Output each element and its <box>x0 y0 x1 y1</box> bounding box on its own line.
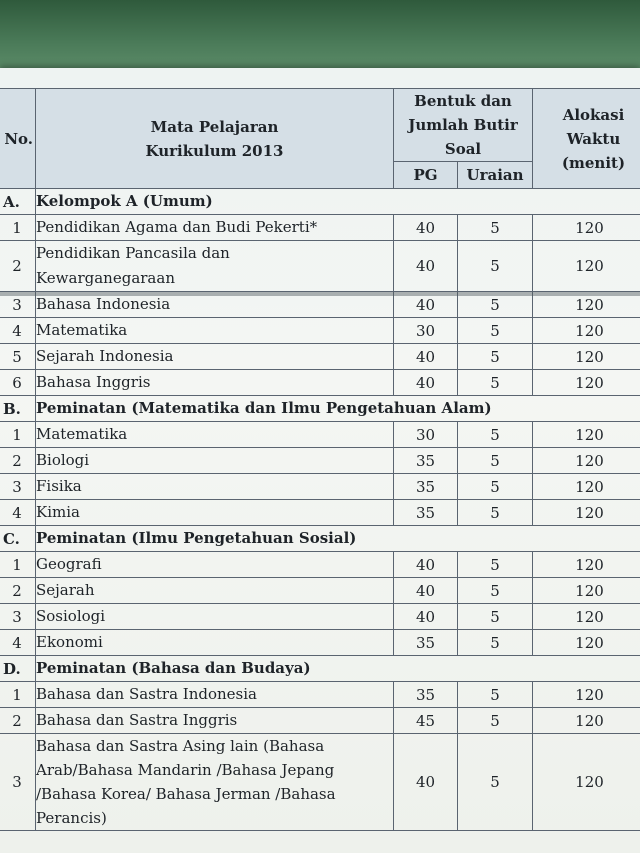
group-row <box>0 189 640 215</box>
group-title: Peminatan (Matematika dan Ilmu Pengetahuan Alam) <box>36 396 640 422</box>
paper-fold-shadow <box>0 292 640 296</box>
row-subject: Bahasa dan Sastra Asing lain (Bahasa Arab/Bahasa Mandarin /Bahasa Jepang /Bahasa Korea/ Bahasa Jerman /Bahasa Perancis) <box>36 734 394 831</box>
row-subject: Ekonomi <box>36 630 394 656</box>
row-uraian: 5 <box>458 604 533 630</box>
row-time: 120 <box>533 215 640 241</box>
row-no: 1 <box>0 682 36 708</box>
row-no: 4 <box>0 318 36 344</box>
row-time: 120 <box>533 422 640 448</box>
row-pg: 40 <box>394 734 458 831</box>
group-code: B. <box>0 396 36 422</box>
row-subject: Biologi <box>36 448 394 474</box>
row-subject: Geografi <box>36 552 394 578</box>
row-subject: Bahasa Inggris <box>36 370 394 396</box>
row-subject: Sosiologi <box>36 604 394 630</box>
table-body <box>0 189 640 831</box>
row-time: 120 <box>533 474 640 500</box>
table-row <box>0 630 640 656</box>
row-no: 2 <box>0 448 36 474</box>
row-subject: Bahasa dan Sastra Inggris <box>36 708 394 734</box>
row-subject: Bahasa Indonesia <box>36 292 394 318</box>
row-uraian: 5 <box>458 708 533 734</box>
table-row <box>0 604 640 630</box>
row-uraian: 5 <box>458 292 533 318</box>
row-no: 3 <box>0 734 36 831</box>
row-subject: Matematika <box>36 422 394 448</box>
table-row <box>0 682 640 708</box>
row-pg: 40 <box>394 552 458 578</box>
row-uraian: 5 <box>458 682 533 708</box>
table-row <box>0 241 640 292</box>
row-pg: 40 <box>394 292 458 318</box>
table-row <box>0 578 640 604</box>
group-code: C. <box>0 526 36 552</box>
row-time: 120 <box>533 734 640 831</box>
table-row <box>0 370 640 396</box>
row-time: 120 <box>533 708 640 734</box>
row-pg: 35 <box>394 474 458 500</box>
row-no: 4 <box>0 630 36 656</box>
header-uraian: Uraian <box>458 162 533 189</box>
row-pg: 35 <box>394 500 458 526</box>
row-uraian: 5 <box>458 578 533 604</box>
header-pg: PG <box>394 162 458 189</box>
row-pg: 35 <box>394 448 458 474</box>
row-subject: Sejarah <box>36 578 394 604</box>
header-form: Bentuk dan Jumlah Butir Soal <box>394 89 533 162</box>
row-uraian: 5 <box>458 370 533 396</box>
row-time: 120 <box>533 318 640 344</box>
row-no: 2 <box>0 578 36 604</box>
table-row <box>0 474 640 500</box>
row-no: 1 <box>0 215 36 241</box>
row-no: 3 <box>0 474 36 500</box>
table-row <box>0 448 640 474</box>
row-pg: 35 <box>394 630 458 656</box>
row-uraian: 5 <box>458 500 533 526</box>
header-time: Alokasi Waktu (menit) <box>533 89 640 189</box>
row-no: 2 <box>0 708 36 734</box>
header-no: No. <box>0 89 36 189</box>
row-uraian: 5 <box>458 448 533 474</box>
row-time: 120 <box>533 500 640 526</box>
table-row <box>0 708 640 734</box>
row-time: 120 <box>533 682 640 708</box>
row-uraian: 5 <box>458 344 533 370</box>
row-pg: 40 <box>394 215 458 241</box>
row-subject: Sejarah Indonesia <box>36 344 394 370</box>
row-pg: 40 <box>394 344 458 370</box>
row-subject: Pendidikan Agama dan Budi Pekerti* <box>36 215 394 241</box>
row-no: 6 <box>0 370 36 396</box>
row-time: 120 <box>533 292 640 318</box>
table-row <box>0 318 640 344</box>
row-subject: Matematika <box>36 318 394 344</box>
row-no: 5 <box>0 344 36 370</box>
table-row <box>0 422 640 448</box>
row-pg: 45 <box>394 708 458 734</box>
group-title: Peminatan (Bahasa dan Budaya) <box>36 656 640 682</box>
row-uraian: 5 <box>458 241 533 292</box>
table-row <box>0 344 640 370</box>
row-time: 120 <box>533 578 640 604</box>
row-pg: 40 <box>394 604 458 630</box>
row-no: 4 <box>0 500 36 526</box>
row-time: 120 <box>533 630 640 656</box>
row-uraian: 5 <box>458 215 533 241</box>
group-row <box>0 656 640 682</box>
row-time: 120 <box>533 552 640 578</box>
header-subject: Mata Pelajaran Kurikulum 2013 <box>36 89 394 189</box>
row-subject: Kimia <box>36 500 394 526</box>
group-title: Kelompok A (Umum) <box>36 189 640 215</box>
table-header <box>0 89 640 189</box>
group-code: A. <box>0 189 36 215</box>
group-code: D. <box>0 656 36 682</box>
row-pg: 30 <box>394 318 458 344</box>
row-time: 120 <box>533 344 640 370</box>
group-title: Peminatan (Ilmu Pengetahuan Sosial) <box>36 526 640 552</box>
group-row <box>0 396 640 422</box>
table-row <box>0 734 640 831</box>
background-wall <box>0 0 640 70</box>
exam-table <box>0 88 640 831</box>
row-uraian: 5 <box>458 552 533 578</box>
table-row <box>0 500 640 526</box>
row-time: 120 <box>533 448 640 474</box>
row-pg: 30 <box>394 422 458 448</box>
table-row <box>0 552 640 578</box>
row-uraian: 5 <box>458 474 533 500</box>
row-subject: Bahasa dan Sastra Indonesia <box>36 682 394 708</box>
table-row <box>0 215 640 241</box>
row-time: 120 <box>533 604 640 630</box>
row-uraian: 5 <box>458 630 533 656</box>
row-time: 120 <box>533 241 640 292</box>
row-pg: 35 <box>394 682 458 708</box>
row-subject: Fisika <box>36 474 394 500</box>
row-pg: 40 <box>394 241 458 292</box>
row-no: 1 <box>0 552 36 578</box>
row-time: 120 <box>533 370 640 396</box>
row-uraian: 5 <box>458 734 533 831</box>
row-no: 2 <box>0 241 36 292</box>
group-row <box>0 526 640 552</box>
row-no: 1 <box>0 422 36 448</box>
row-subject: Pendidikan Pancasila dan Kewarganegaraan <box>36 241 394 292</box>
row-no: 3 <box>0 604 36 630</box>
row-no: 3 <box>0 292 36 318</box>
row-uraian: 5 <box>458 318 533 344</box>
row-pg: 40 <box>394 370 458 396</box>
row-pg: 40 <box>394 578 458 604</box>
row-uraian: 5 <box>458 422 533 448</box>
